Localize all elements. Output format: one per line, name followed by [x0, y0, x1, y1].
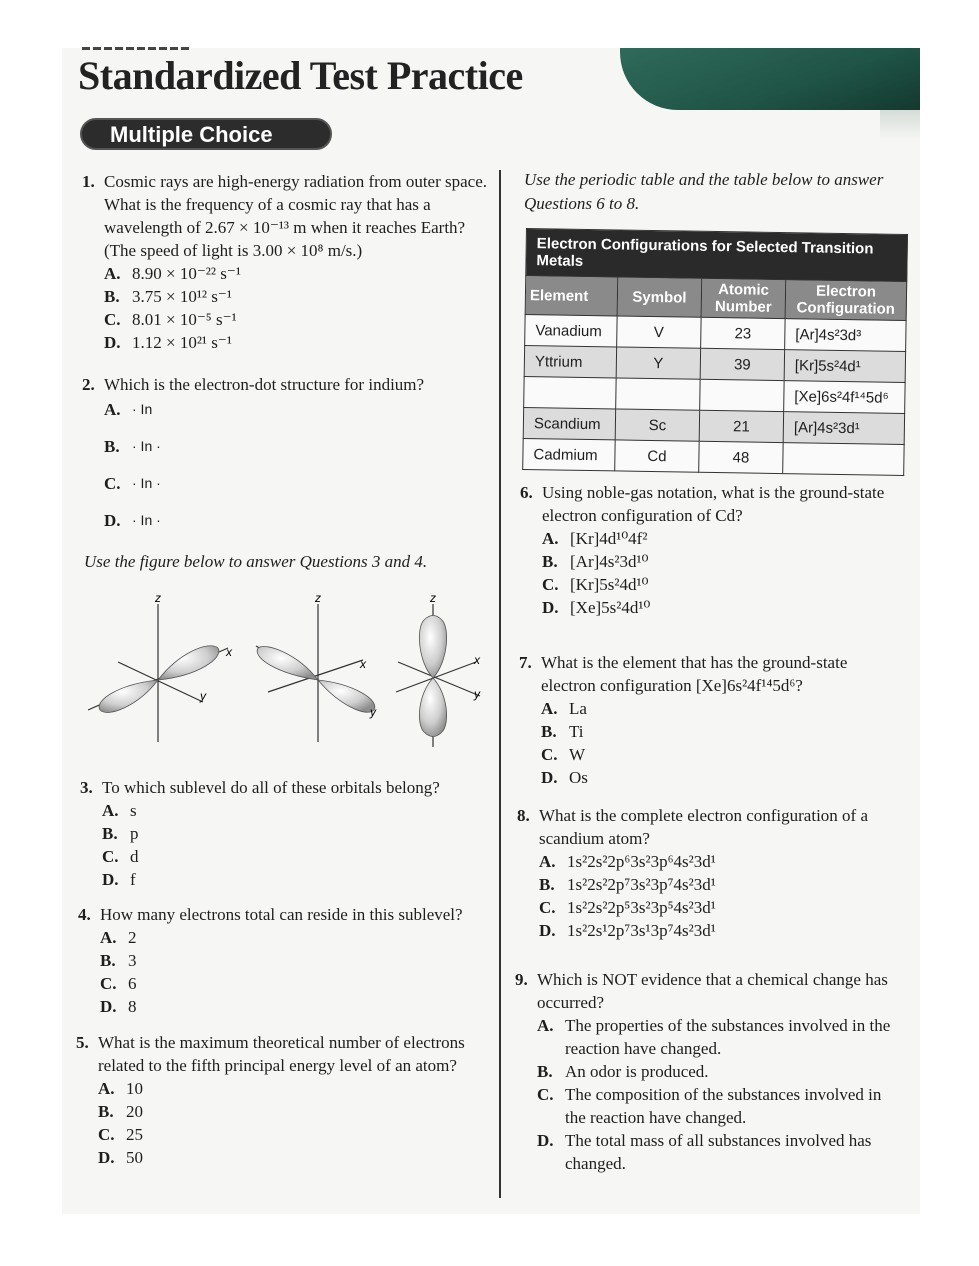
- question-stem: Cosmic rays are high-energy radiation from outer space. What is the frequency of a cosmic ray that has a wavelength of 2.67 × 10⁻¹³ m when it reaches Earth? (The speed of light is 3.00 × 10⁸ m/s.): [104, 172, 487, 260]
- question-2: [82, 373, 492, 532]
- table-cell: [616, 378, 700, 410]
- table-cell: Scandium: [523, 407, 615, 439]
- question-number: 1.: [82, 172, 95, 191]
- option-b[interactable]: B. 3: [100, 951, 137, 970]
- p-orbitals-figure: [88, 592, 498, 752]
- option-c[interactable]: C. · In ·: [104, 474, 161, 493]
- option-a[interactable]: A. s: [102, 801, 137, 820]
- question-3: [80, 776, 490, 891]
- instruction-q6-q8: Use the periodic table and the table below to answer Questions 6 to 8.: [524, 170, 884, 213]
- table-cell: [524, 376, 616, 408]
- table-cell: [Ar]4s²3d³: [785, 319, 906, 352]
- question-stem: To which sublevel do all of these orbitals belong?: [102, 778, 440, 797]
- option-a[interactable]: A. · In: [104, 400, 153, 419]
- table-cell: 48: [699, 441, 783, 473]
- question-number: 8.: [517, 806, 530, 825]
- table-cell: [Xe]6s²4f¹⁴5d⁶: [784, 381, 905, 414]
- option-d[interactable]: D. · In ·: [104, 511, 161, 530]
- question-number: 3.: [80, 778, 93, 797]
- section-label-pill: [80, 118, 332, 150]
- option-d[interactable]: D. f: [102, 870, 136, 889]
- page-edge-shadow: [880, 110, 920, 140]
- table-cell: [Ar]4s²3d¹: [783, 412, 904, 445]
- axis-label-x: x: [360, 657, 366, 671]
- question-stem: What is the complete electron configuration of a scandium atom?: [539, 806, 869, 848]
- option-a[interactable]: A. La: [541, 699, 587, 718]
- axis-label-y: y: [474, 687, 480, 701]
- electron-dot-structure: · In ·: [132, 438, 161, 454]
- option-c[interactable]: C. 6: [100, 974, 137, 993]
- table-cell: [700, 379, 784, 411]
- chapter-rule: [82, 47, 192, 50]
- option-b[interactable]: B. Ti: [541, 722, 584, 741]
- question-number: 5.: [76, 1033, 89, 1052]
- option-c[interactable]: C. d: [102, 847, 139, 866]
- axis-label-z: z: [315, 592, 321, 605]
- question-1: [82, 170, 492, 354]
- question-stem: Using noble-gas notation, what is the ground-state electron configuration of Cd?: [542, 483, 885, 525]
- option-a[interactable]: A. 8.90 × 10⁻²² s⁻¹: [104, 264, 241, 283]
- question-6: [520, 481, 900, 619]
- table-header: Atomic Number: [701, 278, 786, 318]
- table-cell: Vanadium: [525, 314, 617, 346]
- electron-configuration-table: [522, 228, 908, 476]
- option-a[interactable]: A. [Kr]4d¹⁰4f²: [542, 529, 648, 548]
- electron-dot-structure: · In: [132, 401, 153, 417]
- table-cell: [783, 443, 904, 476]
- axis-label-x: x: [226, 645, 232, 659]
- option-b[interactable]: B. 20: [98, 1102, 143, 1121]
- option-b[interactable]: B. 3.75 × 10¹² s⁻¹: [104, 287, 232, 306]
- option-d[interactable]: D. 50: [98, 1148, 143, 1167]
- table-cell: 23: [701, 317, 785, 349]
- table-cell: V: [617, 316, 701, 348]
- axis-label-x: x: [474, 653, 480, 667]
- option-b[interactable]: B. 1s²2s²2p⁷3s²3p⁷4s²3d¹: [539, 875, 716, 894]
- option-c[interactable]: C. The composition of the substances involved in the reaction have changed.: [537, 1085, 882, 1127]
- question-stem: What is the element that has the ground-state electron configuration [Xe]6s²4f¹⁴5d⁶?: [541, 653, 848, 695]
- table-caption: Electron Configurations for Selected Transition Metals: [526, 229, 908, 282]
- option-c[interactable]: C. [Kr]5s²4d¹⁰: [542, 575, 649, 594]
- option-c[interactable]: C. 1s²2s²2p⁵3s²3p⁵4s²3d¹: [539, 898, 716, 917]
- table-cell: 21: [699, 410, 783, 442]
- option-b[interactable]: B. · In ·: [104, 437, 161, 456]
- orbital-1: [88, 592, 233, 742]
- question-9: [515, 968, 905, 1175]
- question-number: 2.: [82, 375, 95, 394]
- option-d[interactable]: D. 1s²2s¹2p⁷3s¹3p⁷4s²3d¹: [539, 921, 716, 940]
- axis-label-y: y: [370, 705, 376, 719]
- option-d[interactable]: D. [Xe]5s²4d¹⁰: [542, 598, 651, 617]
- axis-label-y: y: [200, 689, 206, 703]
- column-divider: [499, 170, 501, 1198]
- table-row: [523, 438, 904, 475]
- section-label: Multiple Choice: [110, 122, 273, 147]
- option-c[interactable]: C. 8.01 × 10⁻⁵ s⁻¹: [104, 310, 237, 329]
- electron-dot-structure: · In ·: [132, 475, 161, 491]
- electron-dot-structure: · In ·: [132, 512, 161, 528]
- table-cell: Yttrium: [524, 345, 616, 377]
- table-cell: Y: [616, 347, 700, 379]
- question-number: 4.: [78, 905, 91, 924]
- table-cell: Cadmium: [523, 438, 615, 470]
- header-green-band: [620, 48, 920, 110]
- option-c[interactable]: C. W: [541, 745, 586, 764]
- table-cell: Cd: [615, 440, 699, 472]
- question-7: [519, 651, 899, 789]
- option-d[interactable]: D. Os: [541, 768, 588, 787]
- question-number: 7.: [519, 653, 532, 672]
- question-4: [78, 903, 493, 1018]
- axis-label-z: z: [430, 592, 436, 605]
- question-number: 9.: [515, 970, 528, 989]
- question-5: [76, 1031, 471, 1169]
- question-stem: How many electrons total can reside in this sublevel?: [100, 905, 463, 924]
- option-a[interactable]: A. The properties of the substances involved in the reaction have changed.: [537, 1016, 891, 1058]
- table-cell: 39: [700, 348, 784, 380]
- question-stem: Which is the electron-dot structure for indium?: [104, 375, 425, 394]
- orbital-2: [256, 592, 377, 742]
- option-b[interactable]: B. p: [102, 824, 139, 843]
- instruction-q3-q4: Use the figure below to answer Questions 3 and 4.: [84, 552, 428, 571]
- table-header: Electron Configuration: [785, 280, 907, 321]
- table-cell: [Kr]5s²4d¹: [784, 350, 905, 383]
- question-8: [517, 804, 897, 942]
- question-stem: What is the maximum theoretical number of electrons related to the fifth principal energy level of an atom?: [98, 1033, 465, 1075]
- option-b[interactable]: B. [Ar]4s²3d¹⁰: [542, 552, 649, 571]
- page-title: Standardized Test Practice: [78, 53, 523, 98]
- option-a[interactable]: A. 10: [98, 1079, 143, 1098]
- option-d[interactable]: D. 8: [100, 997, 137, 1016]
- option-c[interactable]: C. 25: [98, 1125, 143, 1144]
- option-a[interactable]: A. 1s²2s²2p⁶3s²3p⁶4s²3d¹: [539, 852, 716, 871]
- question-number: 6.: [520, 483, 533, 502]
- orbital-3: [396, 592, 481, 747]
- table-header: Element: [525, 276, 618, 316]
- table-header: Symbol: [617, 277, 702, 317]
- table-cell: Sc: [615, 409, 699, 441]
- option-a[interactable]: A. 2: [100, 928, 137, 947]
- option-d[interactable]: D. The total mass of all substances involved has changed.: [537, 1131, 872, 1173]
- question-stem: Which is NOT evidence that a chemical change has occurred?: [537, 970, 888, 1012]
- option-d[interactable]: D. 1.12 × 10²¹ s⁻¹: [104, 333, 232, 352]
- axis-label-z: z: [155, 592, 161, 605]
- option-b[interactable]: B. An odor is produced.: [537, 1062, 709, 1081]
